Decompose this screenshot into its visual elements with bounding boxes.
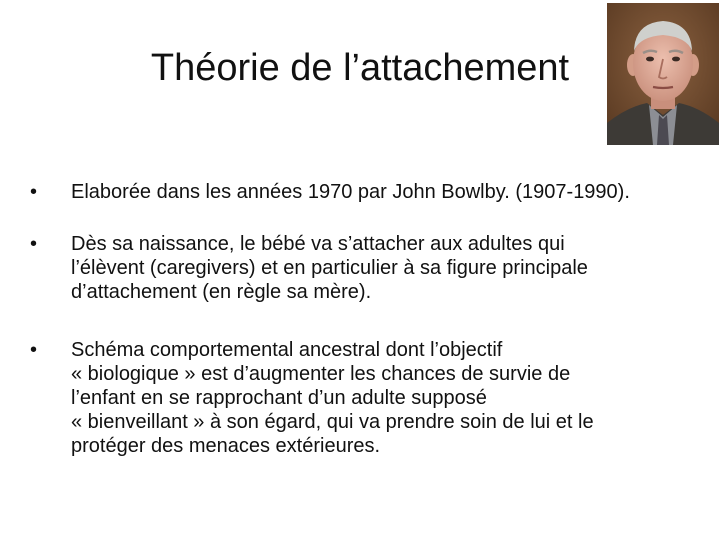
bullet-line: l’élèvent (caregivers) et en particulier à sa figure principale (71, 257, 588, 279)
bullet-item (30, 338, 710, 458)
bullet-item (30, 232, 710, 304)
person-portrait-icon (607, 3, 719, 145)
bullet-item (30, 180, 710, 204)
bullet-line: protéger des menaces extérieures. (71, 435, 381, 457)
bullet-list (30, 180, 710, 458)
bullet-line: Elaborée dans les années 1970 par John Bowlby. (1907-1990). (71, 181, 630, 203)
portrait-photo (607, 3, 719, 145)
bullet-line: « bienveillant » à son égard, qui va prendre soin de lui et le (71, 411, 594, 433)
bullet-line: « biologique » est d’augmenter les chances de survie de (71, 363, 571, 385)
bullet-line: Schéma comportemental ancestral dont l’objectif (71, 339, 503, 361)
bullet-line: Dès sa naissance, le bébé va s’attacher aux adultes qui (71, 233, 565, 255)
bullet-marker: • (30, 181, 38, 203)
slide-title: Théorie de l’attachement (150, 47, 570, 89)
bullet-marker: • (30, 339, 38, 361)
bullet-marker: • (30, 233, 38, 255)
bullet-line: d’attachement (en règle sa mère). (71, 281, 372, 303)
bullet-line: l’enfant en se rapprochant d’un adulte supposé (71, 387, 487, 409)
